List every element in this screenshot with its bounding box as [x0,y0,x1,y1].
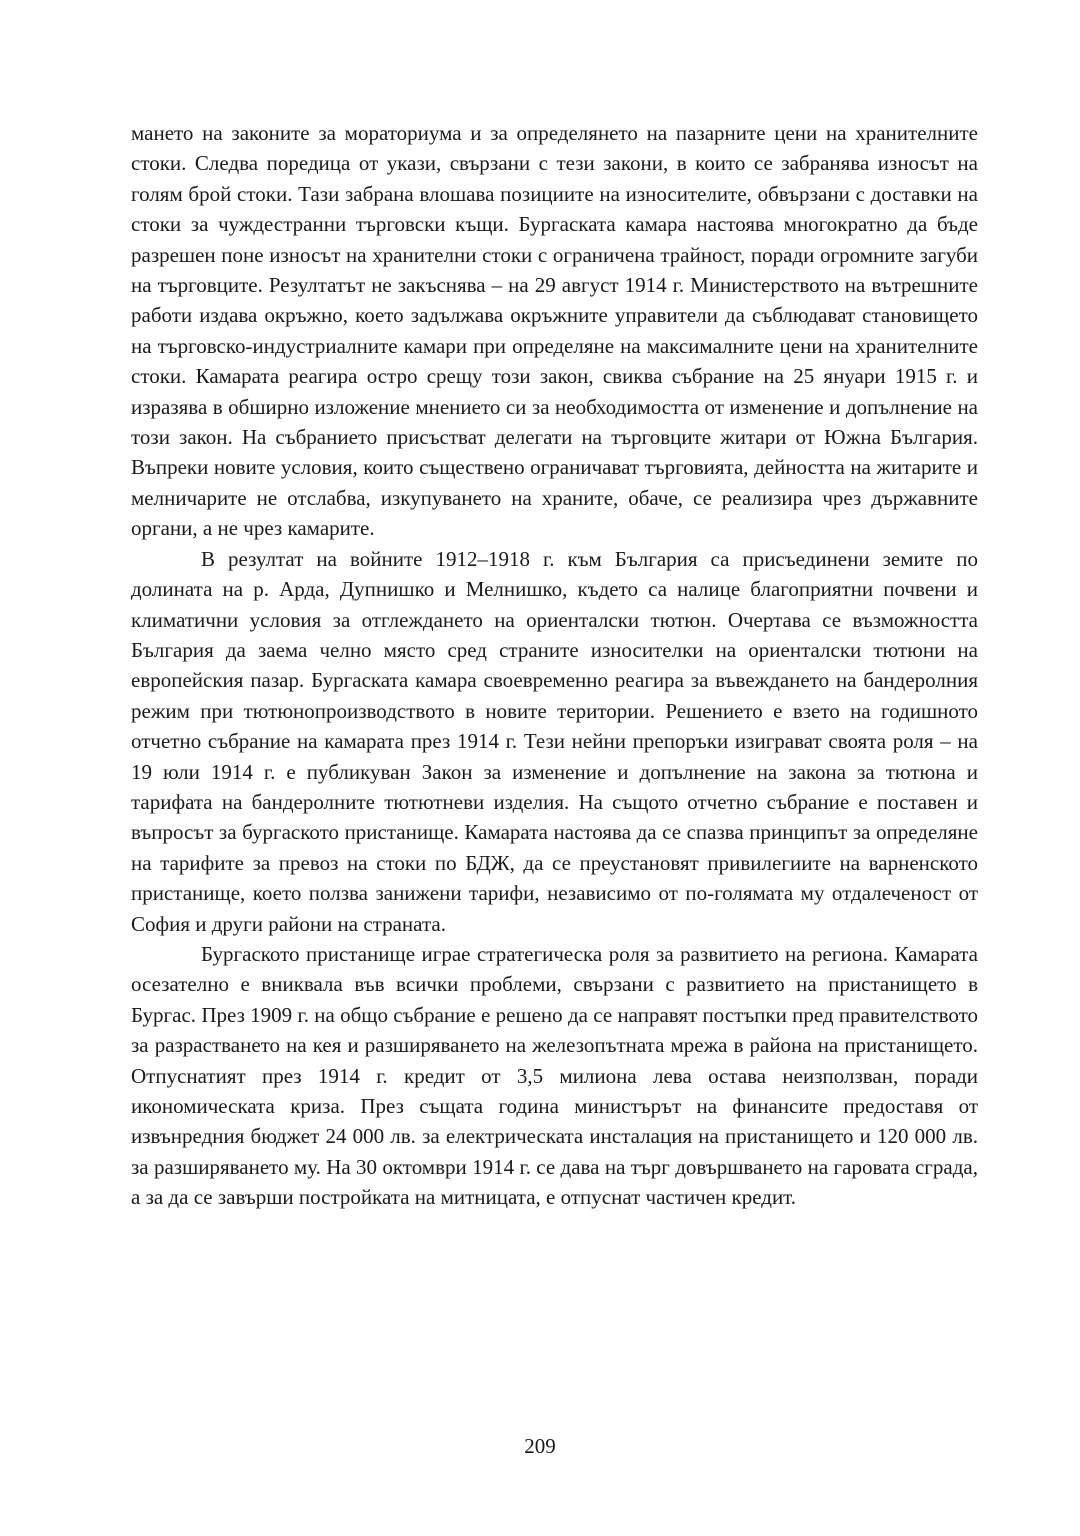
page-number: 209 [524,1434,556,1458]
paragraph-3: Бургаското пристанище играе стратегическа роля за развитието на региона. Камарата осезателно е вниквала във всички проблеми, свързани с развитието на пристанището в Бургас. През 1909 г. на общо събрание е решено да се направят постъпки пред правителството за разрастването на кея и разширяването на железопътната мрежа в района на пристанището. Отпуснатият през 1914 г. кредит от 3,5 милиона лева остава неизползван, поради икономическата криза. През същата година министърът на финансите предоставя от извънредния бюджет 24 000 лв. за електрическата инсталация на пристанището и 120 000 лв. за разширяването му. На 30 октомври 1914 г. се дава на търг довършването на гаровата сграда, а за да се завърши постройката на митницата, е отпуснат частичен кредит. [131,941,978,1210]
body-text [131,118,978,1213]
paragraph-2: В резултат на войните 1912–1918 г. към България са присъединени земите по долината на р. Арда, Дупнишко и Мелнишко, където са налице благоприятни почвени и климатични условия за отглеждането на ориенталски тютюн. Очертава се възможността България да заема челно място сред страните износителки на ориенталски тютюни на европейския пазар. Бургаската камара своевременно реагира за въвеждането на бандеролния режим при тютюнопроизводството в новите територии. Решението е взето на годишното отчетно събрание на камарата през 1914 г. Тези нейни препоръки изиграват своята роля – на 19 юли 1914 г. е публикуван Закон за изменение и допълнение на закона за тютюна и тарифата на бандеролните тютютневи изделия. На същото отчетно събрание е поставен и въпросът за бургаското пристанище. Камарата настоява да се спазва принципът за определяне на тарифите за превоз на стоки по БДЖ, да се преустановят привилегиите на варненското пристанище, което ползва занижени тарифи, независимо от по-голямата му отдалеченост от София и други райони на страната. [131,546,978,936]
paragraph-1: мането на законите за мораториума и за определянето на пазарните цени на хранителните стоки. Следва поредица от укази, свързани с тези закони, в които се забранява износът на голям брой стоки. Тази забрана влошава позициите на износителите, обвързани с доставки на стоки за чуждестранни търговски къщи. Бургаската камара настоява многократно да бъде разрешен поне износът на хранителни стоки с ограничена трайност, поради огромните загуби на търговците. Резултатът не закъснява – на 29 август 1914 г. Министерството на вътрешните работи издава окръжно, което задължава окръжните управители да съблюдават становището на търговско-индустриалните камари при определяне на максималните цени на хранителните стоки. Камарата реагира остро срещу този закон, свиква събрание на 25 януари 1915 г. и изразява в обширно изложение мнението си за необходимостта от изменение и допълнение на този закон. На събранието присъстват делегати на търговците житари от Южна България. Въпреки новите условия, които съществено ограничават търговията, дейността на житарите и мелничарите не отслабва, изкупуването на храните, обаче, се реализира чрез държавните органи, а не чрез камарите. [131,121,978,541]
